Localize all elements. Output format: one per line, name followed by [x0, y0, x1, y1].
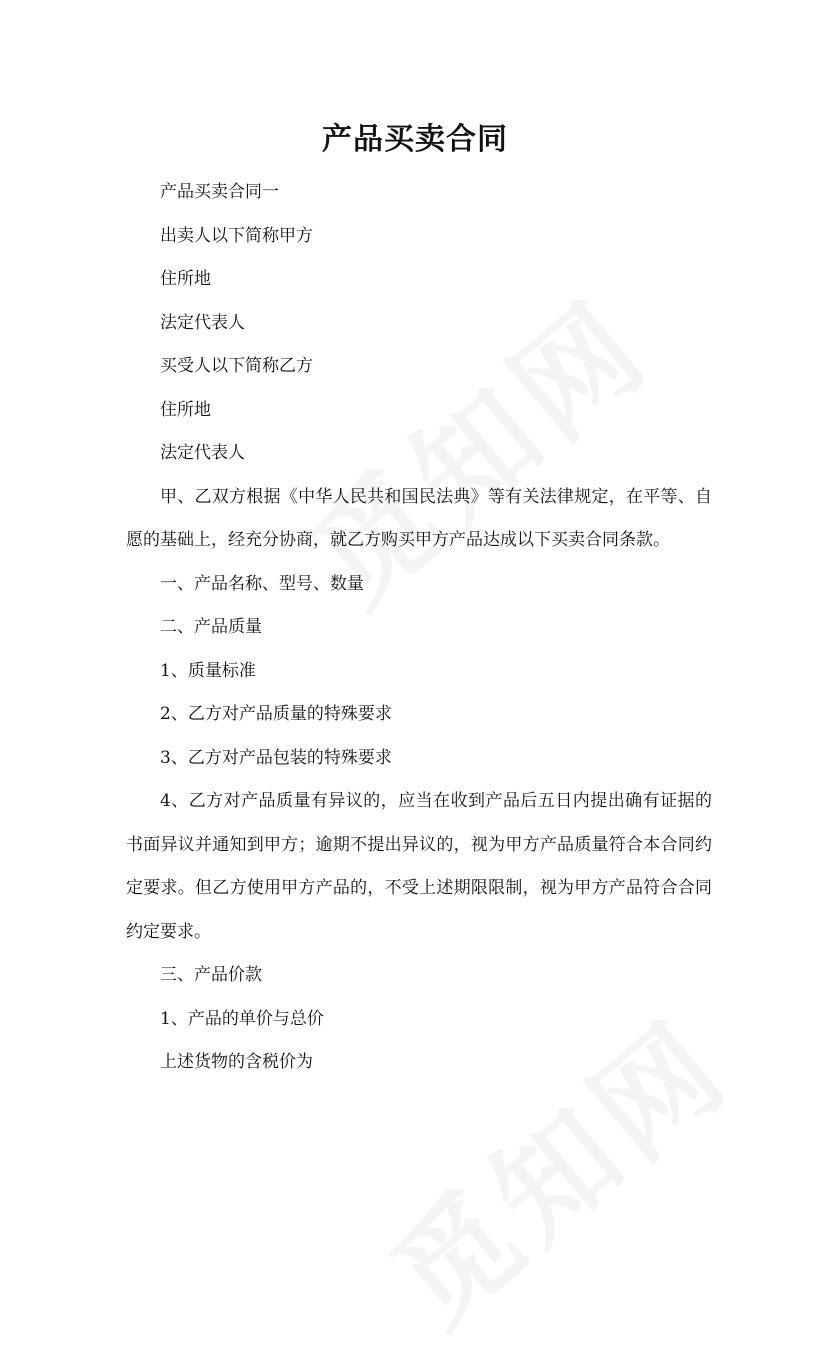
paragraph-seller-representative: 法定代表人	[160, 312, 245, 333]
clause-item: 1、产品的单价与总价	[160, 1008, 324, 1029]
section-heading: 一、产品名称、型号、数量	[160, 573, 364, 594]
paragraph-seller: 出卖人以下简称甲方	[160, 225, 313, 246]
clause-item: 1、质量标准	[160, 660, 256, 681]
clause-item: 上述货物的含税价为	[160, 1052, 313, 1072]
document-body	[126, 171, 712, 1085]
paragraph-seller-address: 住所地	[160, 269, 211, 289]
paragraph-buyer-address: 住所地	[160, 399, 211, 420]
paragraph-preamble: 甲、乙双方根据《中华人民共和国民法典》等有关法律规定，在平等、自愿的基础上，经充分协商，就乙方购买甲方产品达成以下买卖合同条款。	[126, 486, 712, 550]
paragraph-buyer: 买受人以下简称乙方	[160, 356, 313, 376]
clause-item: 4、乙方对产品质量有异议的，应当在收到产品后五日内提出确有证据的书面异议并通知到甲方；逾期不提出异议的，视为甲方产品质量符合本合同约定要求。但乙方使用甲方产品的，不受上述期限限制，视为甲方产品符合合同约定要求。	[126, 791, 712, 942]
document-title: 产品买卖合同	[322, 122, 508, 157]
paragraph-buyer-representative: 法定代表人	[160, 443, 245, 463]
section-heading: 二、产品质量	[160, 617, 262, 637]
section-heading: 三、产品价款	[160, 965, 262, 985]
clause-item: 3、乙方对产品包装的特殊要求	[160, 747, 392, 768]
clause-item: 2、乙方对产品质量的特殊要求	[160, 704, 392, 724]
paragraph-heading: 产品买卖合同一	[160, 182, 279, 202]
